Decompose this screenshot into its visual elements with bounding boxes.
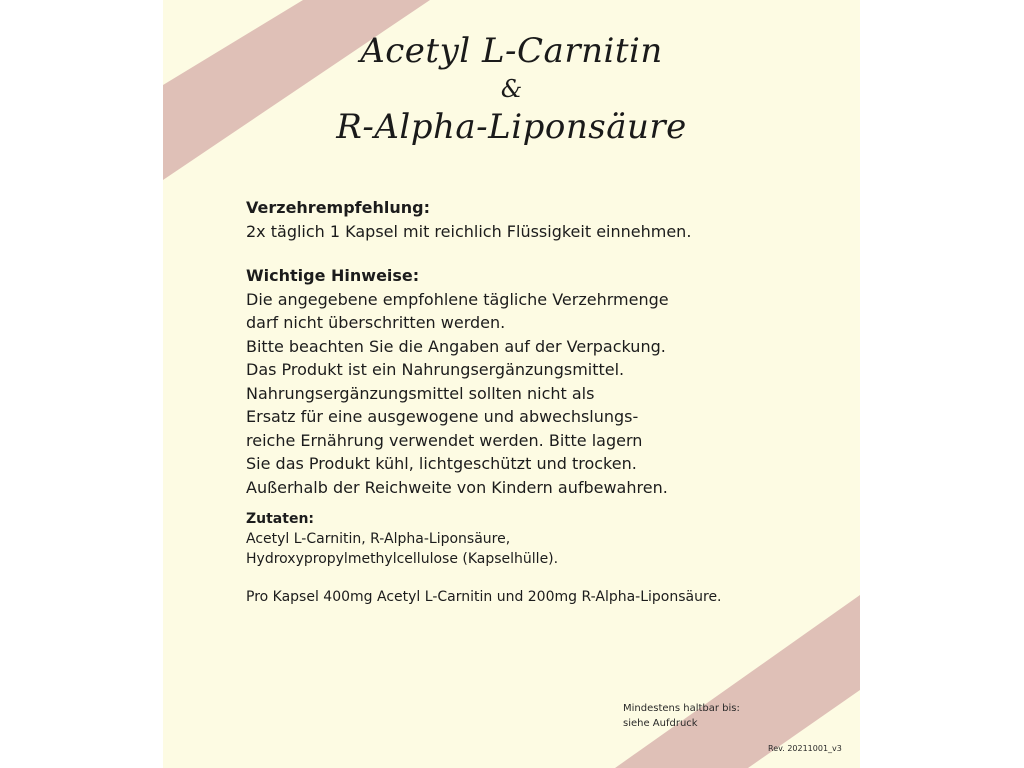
title-ampersand: & <box>500 75 523 103</box>
best-before-line-2: siehe Aufdruck <box>623 718 698 729</box>
title-line-2: R-Alpha-Liponsäure <box>336 107 687 147</box>
revision-code: Rev. 20211001_v3 <box>768 744 842 753</box>
notes-line: Außerhalb der Reichweite von Kindern aufbewahren. <box>246 477 668 497</box>
notes-line: Ersatz für eine ausgewogene und abwechslungs- <box>246 407 639 426</box>
ingredients-heading: Zutaten: <box>246 511 315 527</box>
notes-line: Das Produkt ist ein Nahrungsergänzungsmittel. <box>246 360 625 379</box>
notes-heading: Wichtige Hinweise: <box>246 265 420 285</box>
notes-line: Bitte beachten Sie die Angaben auf der Verpackung. <box>246 336 666 356</box>
ingredients-line: Hydroxypropylmethylcellulose (Kapselhülle). <box>246 551 559 567</box>
label-content <box>246 196 846 607</box>
notes-line: Die angegebene empfohlene tägliche Verzehrmenge <box>246 289 669 309</box>
best-before-note <box>623 701 740 731</box>
bottom-right-stripe <box>615 595 860 768</box>
notes-line: Nahrungsergänzungsmittel sollten nicht als <box>246 383 595 403</box>
notes-line: darf nicht überschritten werden. <box>246 313 506 332</box>
recommendation-text: 2x täglich 1 Kapsel mit reichlich Flüssigkeit einnehmen. <box>246 222 692 241</box>
notes-line: reiche Ernährung verwendet werden. Bitte lagern <box>246 430 643 450</box>
recommendation-heading: Verzehrempfehlung: <box>246 198 430 217</box>
best-before-line-1: Mindestens haltbar bis: <box>623 703 740 714</box>
ingredients-line: Acetyl L-Carnitin, R-Alpha-Liponsäure, <box>246 531 511 547</box>
title-line-1: Acetyl L-Carnitin <box>360 31 663 71</box>
label-page <box>163 0 860 768</box>
product-title <box>163 30 860 148</box>
dosage-text: Pro Kapsel 400mg Acetyl L-Carnitin und 200mg R-Alpha-Liponsäure. <box>246 589 722 605</box>
notes-line: Sie das Produkt kühl, lichtgeschützt und trocken. <box>246 454 637 473</box>
